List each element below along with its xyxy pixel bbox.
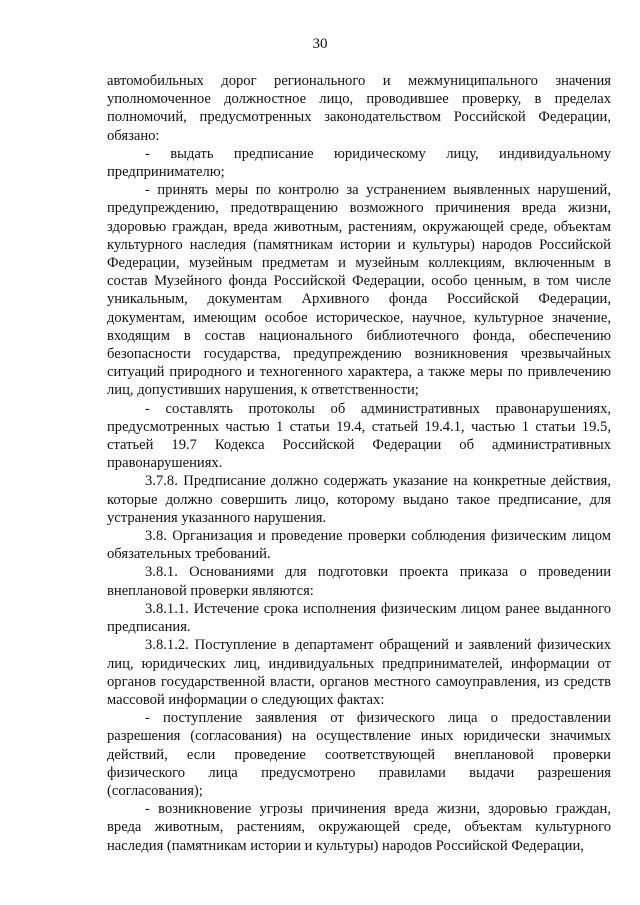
- paragraph-protocols: - составлять протоколы об административных правонарушениях, предусмотренных частью 1 статьи 19.4, статьей 19.4.1, частью 1 статьи 19.5, статьей 19.7 Кодекса Российской Федерации об административных правонарушениях.: [107, 400, 611, 472]
- paragraph-threat-of-harm: - возникновение угрозы причинения вреда жизни, здоровью граждан, вреда животным, растениям, окружающей среде, объектам культурного наследия (памятникам истории и культуры) народов Российской Федерации,: [107, 801, 611, 854]
- paragraph-issue-order: - выдать предписание юридическому лицу, индивидуальному предпринимателю;: [107, 145, 611, 181]
- paragraph-continuation: автомобильных дорог регионального и межмуниципального значения уполномоченное должностное лицо, проводившее проверку, в пределах полномочий, предусмотренных законодательством Российской Федерации, обязано:: [107, 73, 611, 144]
- paragraph-3-7-8: 3.7.8. Предписание должно содержать указание на конкретные действия, которые должно совершить лицо, которому выдано такое предписание, для устранения указанного нарушения.: [107, 473, 611, 526]
- page-number: 30: [312, 36, 328, 52]
- paragraph-3-8-1-1: 3.8.1.1. Истечение срока исполнения физическим лицом ранее выданного предписания.: [107, 600, 611, 636]
- paragraph-3-8-1: 3.8.1. Основаниями для подготовки проекта приказа о проведении внеплановой проверки являются:: [107, 564, 611, 599]
- paragraph-permit-application: - поступление заявления от физического лица о предоставлении разрешения (согласования) на осуществление иных юридически значимых действий, если проведение соответствующей внеплановой проверки физического лица предусмотрено правилами выдачи разрешения (согласования);: [107, 710, 611, 799]
- document-body: [107, 72, 611, 855]
- paragraph-3-8: 3.8. Организация и проведение проверки соблюдения физическим лицом обязательных требований.: [107, 528, 611, 563]
- paragraph-3-8-1-2: 3.8.1.2. Поступление в департамент обращений и заявлений физических лиц, юридических лиц, индивидуальных предпринимателей, информации от органов государственной власти, органов местного самоуправления, из средств массовой информации о следующих фактах:: [107, 637, 611, 708]
- paragraph-control-measures: - принять меры по контролю за устранением выявленных нарушений, предупреждению, предотвращению возможного причинения вреда жизни, здоровью граждан, вреда животным, растениям, окружающей среде, объектам культурного наследия (памятникам истории и культуры) народов Российской Федерации, музейным предметам и музейным коллекциям, включенным в состав Музейного фонда Российской Федерации, особо ценным, в том числе уникальным, документам Архивного фонда Российской Федерации, документам, имеющим особое историческое, научное, культурное значение, входящим в состав национального библиотечного фонда, обеспечению безопасности государства, предупреждению возникновения чрезвычайных ситуаций природного и техногенного характера, а также меры по привлечению лиц, допустивших нарушения, к ответственности;: [107, 182, 611, 399]
